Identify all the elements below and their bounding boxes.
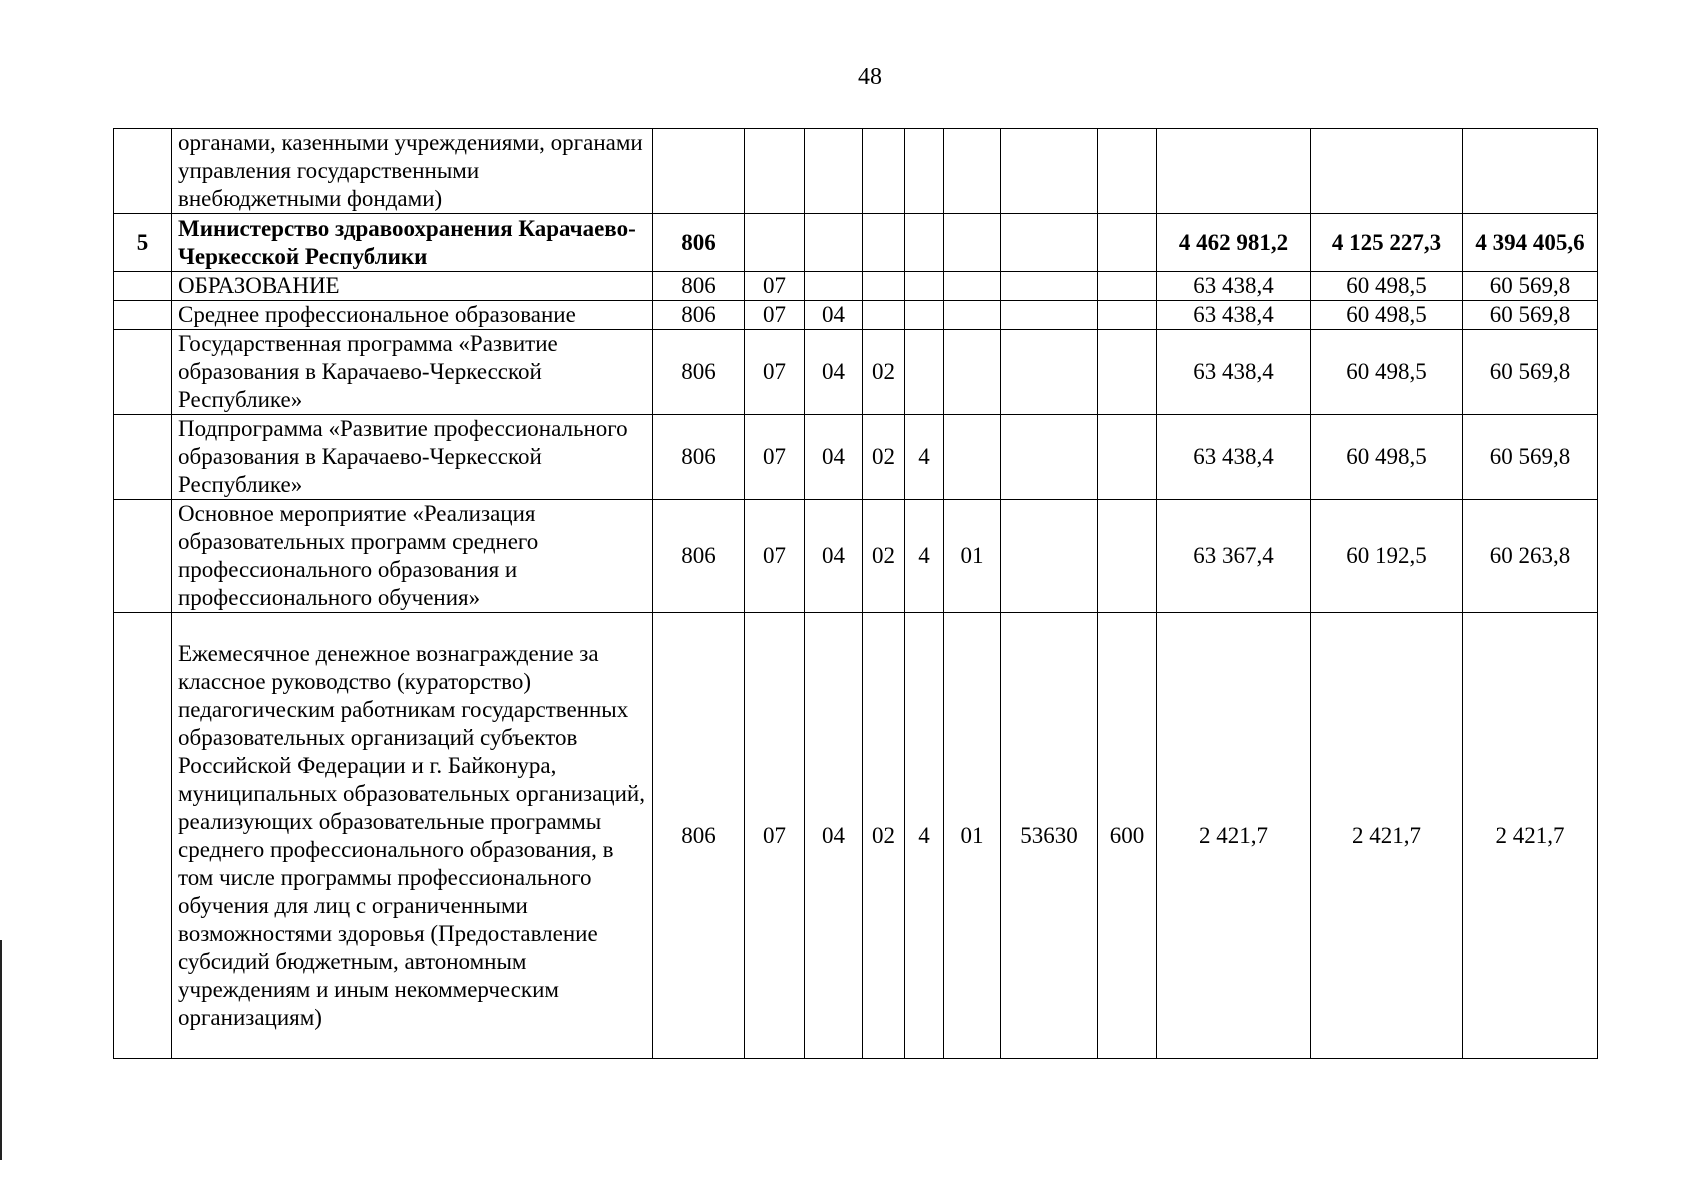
table-row bbox=[114, 214, 1598, 272]
code-direction bbox=[1001, 330, 1098, 415]
amount-year-3: 60 569,8 bbox=[1463, 415, 1598, 500]
row-name: органами, казенными учреждениями, органами управления государственными внебюджетными фондами) bbox=[172, 129, 653, 214]
code-expense-type bbox=[1098, 500, 1157, 613]
code-section: 07 bbox=[745, 500, 805, 613]
code-main-activity bbox=[944, 129, 1001, 214]
code-program: 02 bbox=[863, 330, 905, 415]
amount-year-1: 63 438,4 bbox=[1157, 272, 1311, 301]
row-name: Основное мероприятие «Реализация образовательных программ среднего профессионального образования и профессионального обучения» bbox=[172, 500, 653, 613]
table-row bbox=[114, 500, 1598, 613]
code-section: 07 bbox=[745, 272, 805, 301]
code-main-activity bbox=[944, 415, 1001, 500]
code-expense-type bbox=[1098, 330, 1157, 415]
row-number bbox=[114, 415, 172, 500]
row-name: Подпрограмма «Развитие профессионального образования в Карачаево-Черкесской Республике» bbox=[172, 415, 653, 500]
code-direction bbox=[1001, 272, 1098, 301]
code-expense-type bbox=[1098, 272, 1157, 301]
code-subprogram bbox=[905, 272, 944, 301]
code-main-activity bbox=[944, 330, 1001, 415]
table-row bbox=[114, 301, 1598, 330]
amount-year-2: 2 421,7 bbox=[1311, 613, 1463, 1059]
budget-table bbox=[113, 128, 1598, 1059]
amount-year-2: 60 192,5 bbox=[1311, 500, 1463, 613]
amount-year-3: 2 421,7 bbox=[1463, 613, 1598, 1059]
row-number bbox=[114, 613, 172, 1059]
code-subprogram: 4 bbox=[905, 613, 944, 1059]
code-subsection bbox=[805, 129, 863, 214]
amount-year-3: 60 569,8 bbox=[1463, 301, 1598, 330]
amount-year-3 bbox=[1463, 129, 1598, 214]
row-number bbox=[114, 500, 172, 613]
code-main-activity bbox=[944, 301, 1001, 330]
row-name: ОБРАЗОВАНИЕ bbox=[172, 272, 653, 301]
amount-year-1: 2 421,7 bbox=[1157, 613, 1311, 1059]
code-grbs bbox=[653, 129, 745, 214]
code-grbs: 806 bbox=[653, 272, 745, 301]
code-direction bbox=[1001, 214, 1098, 272]
amount-year-3: 4 394 405,6 bbox=[1463, 214, 1598, 272]
code-program: 02 bbox=[863, 500, 905, 613]
row-number bbox=[114, 272, 172, 301]
code-program bbox=[863, 129, 905, 214]
code-subprogram: 4 bbox=[905, 415, 944, 500]
code-expense-type bbox=[1098, 415, 1157, 500]
code-expense-type bbox=[1098, 129, 1157, 214]
code-grbs: 806 bbox=[653, 613, 745, 1059]
code-subsection: 04 bbox=[805, 500, 863, 613]
code-direction bbox=[1001, 500, 1098, 613]
code-section: 07 bbox=[745, 301, 805, 330]
table-row bbox=[114, 129, 1598, 214]
code-section bbox=[745, 214, 805, 272]
amount-year-1: 63 438,4 bbox=[1157, 415, 1311, 500]
amount-year-1: 63 438,4 bbox=[1157, 330, 1311, 415]
code-subsection bbox=[805, 214, 863, 272]
table-row bbox=[114, 415, 1598, 500]
row-name: Среднее профессиональное образование bbox=[172, 301, 653, 330]
row-number bbox=[114, 301, 172, 330]
code-section: 07 bbox=[745, 415, 805, 500]
amount-year-2 bbox=[1311, 129, 1463, 214]
amount-year-1: 4 462 981,2 bbox=[1157, 214, 1311, 272]
code-grbs: 806 bbox=[653, 500, 745, 613]
code-direction: 53630 bbox=[1001, 613, 1098, 1059]
code-main-activity bbox=[944, 272, 1001, 301]
row-name: Министерство здравоохранения Карачаево-Черкесской Республики bbox=[172, 214, 653, 272]
code-grbs: 806 bbox=[653, 214, 745, 272]
code-grbs: 806 bbox=[653, 330, 745, 415]
code-program bbox=[863, 301, 905, 330]
code-subprogram bbox=[905, 129, 944, 214]
code-program bbox=[863, 214, 905, 272]
code-subsection: 04 bbox=[805, 330, 863, 415]
amount-year-2: 60 498,5 bbox=[1311, 272, 1463, 301]
row-name: Ежемесячное денежное вознаграждение за классное руководство (кураторство) педагогическим работникам государственных образовательных организаций субъектов Российской Федерации и г. Байконура, муниципальных образовательных организаций, реализующих образовательные программы среднего профессионального образования, в том числе программы профессионального обучения для лиц с ограниченными возможностями здоровья (Предоставление субсидий бюджетным, автономным учреждениям и иным некоммерческим организациям) bbox=[172, 613, 653, 1059]
amount-year-2: 60 498,5 bbox=[1311, 415, 1463, 500]
code-grbs: 806 bbox=[653, 415, 745, 500]
code-direction bbox=[1001, 415, 1098, 500]
amount-year-2: 60 498,5 bbox=[1311, 301, 1463, 330]
code-subsection: 04 bbox=[805, 301, 863, 330]
code-subprogram bbox=[905, 214, 944, 272]
code-program: 02 bbox=[863, 613, 905, 1059]
code-subsection: 04 bbox=[805, 415, 863, 500]
row-number bbox=[114, 330, 172, 415]
scan-edge-line bbox=[0, 940, 2, 1160]
amount-year-1: 63 367,4 bbox=[1157, 500, 1311, 613]
amount-year-3: 60 263,8 bbox=[1463, 500, 1598, 613]
amount-year-3: 60 569,8 bbox=[1463, 272, 1598, 301]
table-row bbox=[114, 272, 1598, 301]
table-row bbox=[114, 613, 1598, 1059]
code-expense-type bbox=[1098, 214, 1157, 272]
code-subprogram bbox=[905, 330, 944, 415]
code-grbs: 806 bbox=[653, 301, 745, 330]
code-subsection bbox=[805, 272, 863, 301]
row-number: 5 bbox=[114, 214, 172, 272]
page-number: 48 bbox=[858, 64, 882, 90]
amount-year-1: 63 438,4 bbox=[1157, 301, 1311, 330]
code-section: 07 bbox=[745, 330, 805, 415]
code-expense-type bbox=[1098, 301, 1157, 330]
code-main-activity bbox=[944, 214, 1001, 272]
code-program bbox=[863, 272, 905, 301]
code-direction bbox=[1001, 129, 1098, 214]
code-program: 02 bbox=[863, 415, 905, 500]
code-subprogram bbox=[905, 301, 944, 330]
code-direction bbox=[1001, 301, 1098, 330]
code-expense-type: 600 bbox=[1098, 613, 1157, 1059]
code-subprogram: 4 bbox=[905, 500, 944, 613]
table-row bbox=[114, 330, 1598, 415]
amount-year-1 bbox=[1157, 129, 1311, 214]
code-section: 07 bbox=[745, 613, 805, 1059]
amount-year-2: 4 125 227,3 bbox=[1311, 214, 1463, 272]
row-name: Государственная программа «Развитие образования в Карачаево-Черкесской Республике» bbox=[172, 330, 653, 415]
code-main-activity: 01 bbox=[944, 613, 1001, 1059]
amount-year-3: 60 569,8 bbox=[1463, 330, 1598, 415]
code-section bbox=[745, 129, 805, 214]
code-subsection: 04 bbox=[805, 613, 863, 1059]
amount-year-2: 60 498,5 bbox=[1311, 330, 1463, 415]
row-number bbox=[114, 129, 172, 214]
code-main-activity: 01 bbox=[944, 500, 1001, 613]
